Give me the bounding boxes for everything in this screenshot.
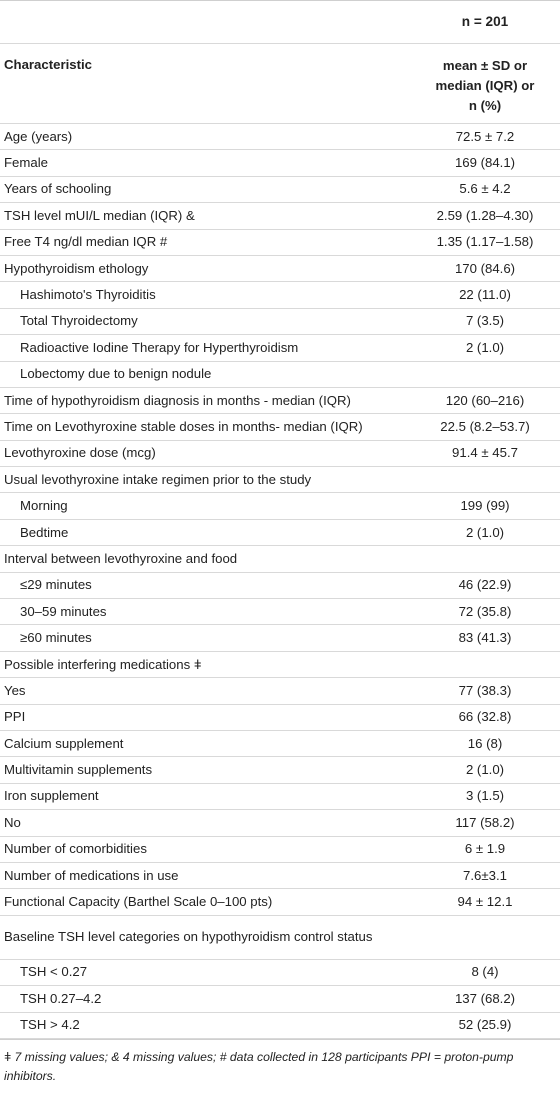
row-value: 3 (1.5) xyxy=(465,788,505,804)
row-value: 199 (99) xyxy=(460,498,510,514)
row-label: Bedtime xyxy=(20,524,69,540)
table-row xyxy=(0,1013,560,1039)
table-row xyxy=(0,960,560,986)
header-stat-line3: n (%) xyxy=(468,98,502,113)
row-label: PPI xyxy=(4,709,26,725)
row-label: Interval between levothyroxine and food xyxy=(4,550,238,566)
row-label: Time on Levothyroxine stable doses in months- median (IQR) xyxy=(4,418,363,434)
row-value: 2 (1.0) xyxy=(465,762,505,778)
row-label: 30–59 minutes xyxy=(20,603,107,619)
table-row xyxy=(0,652,560,678)
row-label: Time of hypothyroidism diagnosis in months - median (IQR) xyxy=(4,392,351,408)
row-label: Lobectomy due to benign nodule xyxy=(20,366,212,382)
row-label: Years of schooling xyxy=(4,181,112,197)
table-row xyxy=(0,282,560,308)
table-row xyxy=(0,757,560,783)
table-row xyxy=(0,889,560,915)
row-value: 1.35 (1.17–1.58) xyxy=(436,234,534,250)
row-value: 16 (8) xyxy=(467,735,503,751)
row-value: 7 (3.5) xyxy=(465,313,505,329)
row-value: 2.59 (1.28–4.30) xyxy=(436,207,534,223)
table-row xyxy=(0,256,560,282)
table-row xyxy=(0,230,560,256)
table-row xyxy=(0,678,560,704)
row-label: Multivitamin supplements xyxy=(4,762,153,778)
table-header-n-row xyxy=(0,0,560,44)
table-row xyxy=(0,388,560,414)
row-label: Morning xyxy=(20,498,68,514)
table-row xyxy=(0,150,560,176)
row-value: 77 (38.3) xyxy=(458,682,512,698)
row-value: 72.5 ± 7.2 xyxy=(455,128,515,144)
row-label: Free T4 ng/dl median IQR # xyxy=(4,234,168,250)
table-footnote: ǂ 7 missing values; & 4 missing values; # data collected in 128 participants PPI = proton-pump inhibitors. xyxy=(4,1049,514,1083)
row-label: Iron supplement xyxy=(4,788,99,804)
row-label: Age (years) xyxy=(4,128,73,144)
row-label: Functional Capacity (Barthel Scale 0–100 pts) xyxy=(4,894,273,910)
row-value: 2 (1.0) xyxy=(465,339,505,355)
table-row xyxy=(0,203,560,229)
row-label: No xyxy=(4,814,21,830)
row-value: 72 (35.8) xyxy=(458,603,512,619)
row-label: TSH < 0.27 xyxy=(20,964,88,980)
row-label: TSH level mUI/L median (IQR) & xyxy=(4,207,195,223)
header-stat-line2: median (IQR) or xyxy=(435,78,535,93)
table-row xyxy=(0,986,560,1012)
table-row xyxy=(0,731,560,757)
row-label: Hypothyroidism ethology xyxy=(4,260,149,276)
row-value: 5.6 ± 4.2 xyxy=(459,181,511,197)
row-value: 22.5 (8.2–53.7) xyxy=(440,418,530,434)
row-value: 169 (84.1) xyxy=(454,155,516,171)
table-row xyxy=(0,362,560,388)
table-row xyxy=(0,705,560,731)
row-label: Usual levothyroxine intake regimen prior to the study xyxy=(4,471,312,487)
row-value: 22 (11.0) xyxy=(459,287,511,303)
header-characteristic: Characteristic xyxy=(4,57,92,72)
table-body xyxy=(0,124,560,1040)
table-row xyxy=(0,441,560,467)
table-row xyxy=(0,124,560,150)
table-row xyxy=(0,916,560,960)
row-label: Possible interfering medications ǂ xyxy=(4,656,202,672)
table-row xyxy=(0,573,560,599)
table-row xyxy=(0,625,560,651)
row-value: 117 (58.2) xyxy=(455,814,515,830)
table-row xyxy=(0,837,560,863)
row-value: 66 (32.8) xyxy=(458,709,512,725)
table-row xyxy=(0,810,560,836)
row-value: 170 (84.6) xyxy=(454,260,516,276)
row-label: Baseline TSH level categories on hypothyroidism control status xyxy=(4,929,373,945)
row-value: 7.6±3.1 xyxy=(463,867,507,883)
row-label: Levothyroxine dose (mcg) xyxy=(4,445,156,461)
table-row xyxy=(0,784,560,810)
row-value: 137 (68.2) xyxy=(454,990,516,1006)
row-label: Radioactive Iodine Therapy for Hyperthyroidism xyxy=(20,339,299,355)
table-row xyxy=(0,335,560,361)
table-row xyxy=(0,493,560,519)
row-value: 83 (41.3) xyxy=(458,630,512,646)
row-label: Total Thyroidectomy xyxy=(20,313,138,329)
row-label: Number of medications in use xyxy=(4,867,179,883)
row-value: 8 (4) xyxy=(471,964,499,980)
row-label: Female xyxy=(4,155,48,171)
row-label: TSH > 4.2 xyxy=(20,1017,80,1033)
row-label: ≤29 minutes xyxy=(20,577,92,593)
row-value: 120 (60–216) xyxy=(445,392,525,408)
row-label: Number of comorbidities xyxy=(4,841,147,857)
header-stat-label xyxy=(410,56,560,116)
table-row xyxy=(0,546,560,572)
row-label: Calcium supplement xyxy=(4,735,124,751)
table-row xyxy=(0,309,560,335)
row-label: ≥60 minutes xyxy=(20,630,92,646)
row-value: 52 (25.9) xyxy=(458,1017,512,1033)
row-value: 91.4 ± 45.7 xyxy=(452,445,518,461)
table-header-row xyxy=(0,44,560,124)
row-label: Yes xyxy=(4,682,26,698)
row-label: Hashimoto's Thyroiditis xyxy=(20,287,156,303)
row-value: 2 (1.0) xyxy=(465,524,505,540)
table-row xyxy=(0,414,560,440)
header-stat-line1: mean ± SD or xyxy=(442,58,528,73)
table-row xyxy=(0,467,560,493)
row-value: 94 ± 12.1 xyxy=(457,894,513,910)
row-value: 6 ± 1.9 xyxy=(464,841,506,857)
table-row xyxy=(0,520,560,546)
header-n-cell: n = 201 xyxy=(461,14,509,29)
table-row xyxy=(0,177,560,203)
row-value: 46 (22.9) xyxy=(458,577,512,593)
table-row xyxy=(0,863,560,889)
table-row xyxy=(0,599,560,625)
row-label: TSH 0.27–4.2 xyxy=(20,990,102,1006)
